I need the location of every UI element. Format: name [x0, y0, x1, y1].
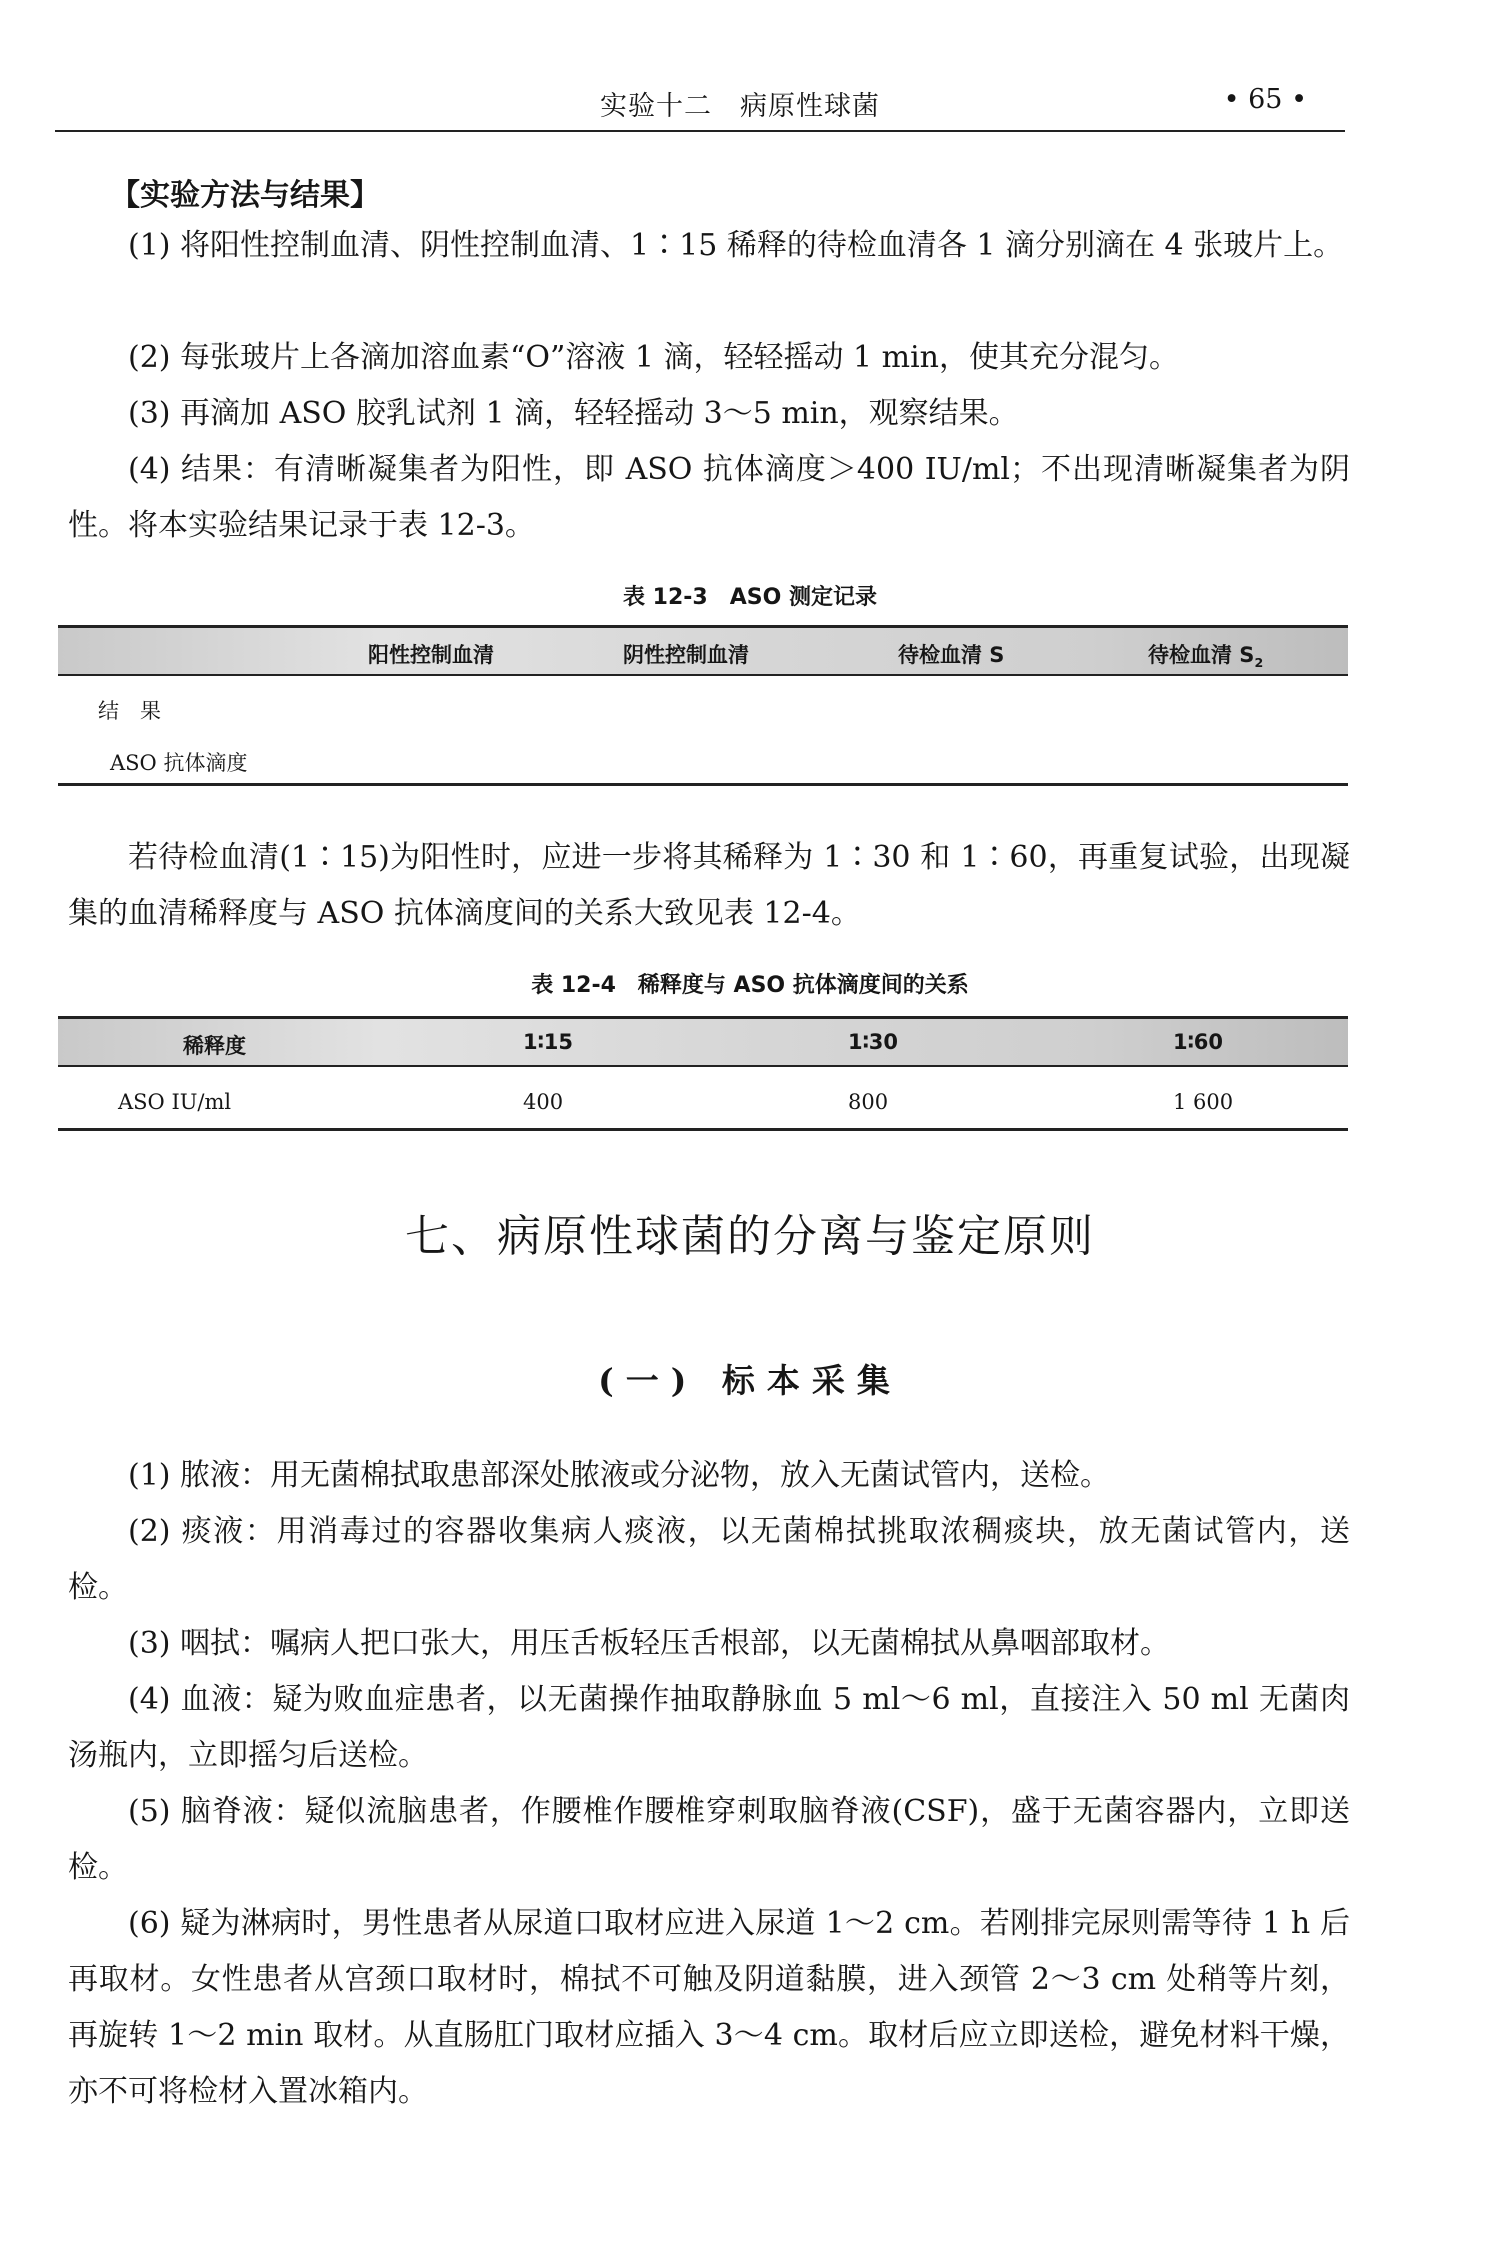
section-heading-methods: 【实验方法与结果】 [110, 178, 380, 213]
table-header-cell: 稀释度 [183, 1034, 246, 1058]
table-header-rule [58, 1065, 1348, 1067]
method-step-3: (3) 再滴加 ASO 胶乳试剂 1 滴，轻轻摇动 3～5 min，观察结果。 [128, 396, 1019, 431]
running-header [55, 80, 1345, 132]
subsection-title: (一) 标本采集 [598, 1361, 902, 1400]
chapter-title: 七、病原性球菌的分离与鉴定原则 [405, 1211, 1095, 1262]
table-header-cell [1148, 639, 1263, 670]
running-header-title: 实验十二 病原性球菌 [600, 91, 880, 122]
table-header-cell: 1∶15 [523, 1030, 574, 1054]
table-bottom-rule [58, 1128, 1348, 1131]
collection-step-6: (6) 疑为淋病时，男性患者从尿道口取材应进入尿道 1～2 cm。若刚排完尿则需等待 1 h 后再取材。女性患者从宫颈口取材时，棉拭不可触及阴道黏膜，进入颈管 2～3 cm 处稍等片刻，再旋转 1～2 min 取材。从直肠肛门取材应插入 3～4 cm。取材后应立即送检，避免材料干燥，亦不可将检材入置冰箱内。 [68, 1906, 1350, 2109]
table-cell: 1 600 [1173, 1090, 1234, 1114]
table-header-cell: 阳性控制血清 [368, 643, 494, 667]
table-header-cell: 待检血清 S [898, 643, 1005, 667]
table-header-cell: 1∶60 [1173, 1030, 1224, 1054]
collection-step-3: (3) 咽拭：嘱病人把口张大，用压舌板轻压舌根部，以无菌棉拭从鼻咽部取材。 [128, 1626, 1171, 1661]
table-row-label: ASO 抗体滴度 [110, 751, 248, 775]
table-header-text: 待检血清 S [1148, 643, 1255, 667]
page-number: • 65 • [1223, 84, 1307, 115]
method-step-2: (2) 每张玻片上各滴加溶血素“O”溶液 1 滴，轻轻摇动 1 min，使其充分混匀。 [128, 340, 1179, 375]
collection-step-1: (1) 脓液：用无菌棉拭取患部深处脓液或分泌物，放入无菌试管内，送检。 [128, 1458, 1111, 1493]
table-cell: 400 [523, 1090, 564, 1114]
table-cell: 800 [848, 1090, 889, 1114]
table-12-4-caption: 表 12-4 稀释度与 ASO 抗体滴度间的关系 [531, 973, 969, 998]
collection-step-2: (2) 痰液：用消毒过的容器收集病人痰液，以无菌棉拭挑取浓稠痰块，放无菌试管内，送检。 [68, 1514, 1350, 1605]
table-cell: ASO IU/ml [118, 1090, 232, 1114]
paragraph-dilution: 若待检血清(1∶15)为阳性时，应进一步将其稀释为 1∶30 和 1∶60，再重复试验，出现凝集的血清稀释度与 ASO 抗体滴度间的关系大致见表 12-4。 [68, 840, 1350, 931]
table-bottom-rule [58, 783, 1348, 786]
table-header-shade [58, 1019, 1348, 1065]
table-row-label: 结 果 [98, 699, 161, 723]
table-header-rule [58, 674, 1348, 676]
table-header-cell: 阴性控制血清 [623, 643, 749, 667]
table-header-subscript: 2 [1254, 655, 1264, 671]
collection-step-4: (4) 血液：疑为败血症患者，以无菌操作抽取静脉血 5 ml～6 ml，直接注入 50 ml 无菌肉汤瓶内，立即摇匀后送检。 [68, 1682, 1350, 1773]
method-step-1: (1) 将阳性控制血清、阴性控制血清、1∶15 稀释的待检血清各 1 滴分别滴在 4 张玻片上。 [128, 228, 1344, 263]
table-header-cell: 1∶30 [848, 1030, 899, 1054]
method-step-4: (4) 结果：有清晰凝集者为阳性，即 ASO 抗体滴度＞400 IU/ml；不出现清晰凝集者为阴性。将本实验结果记录于表 12-3。 [68, 452, 1350, 543]
collection-step-5: (5) 脑脊液：疑似流脑患者，作腰椎作腰椎穿刺取脑脊液(CSF)，盛于无菌容器内，立即送检。 [68, 1794, 1350, 1885]
table-12-3-caption: 表 12-3 ASO 测定记录 [623, 585, 877, 610]
